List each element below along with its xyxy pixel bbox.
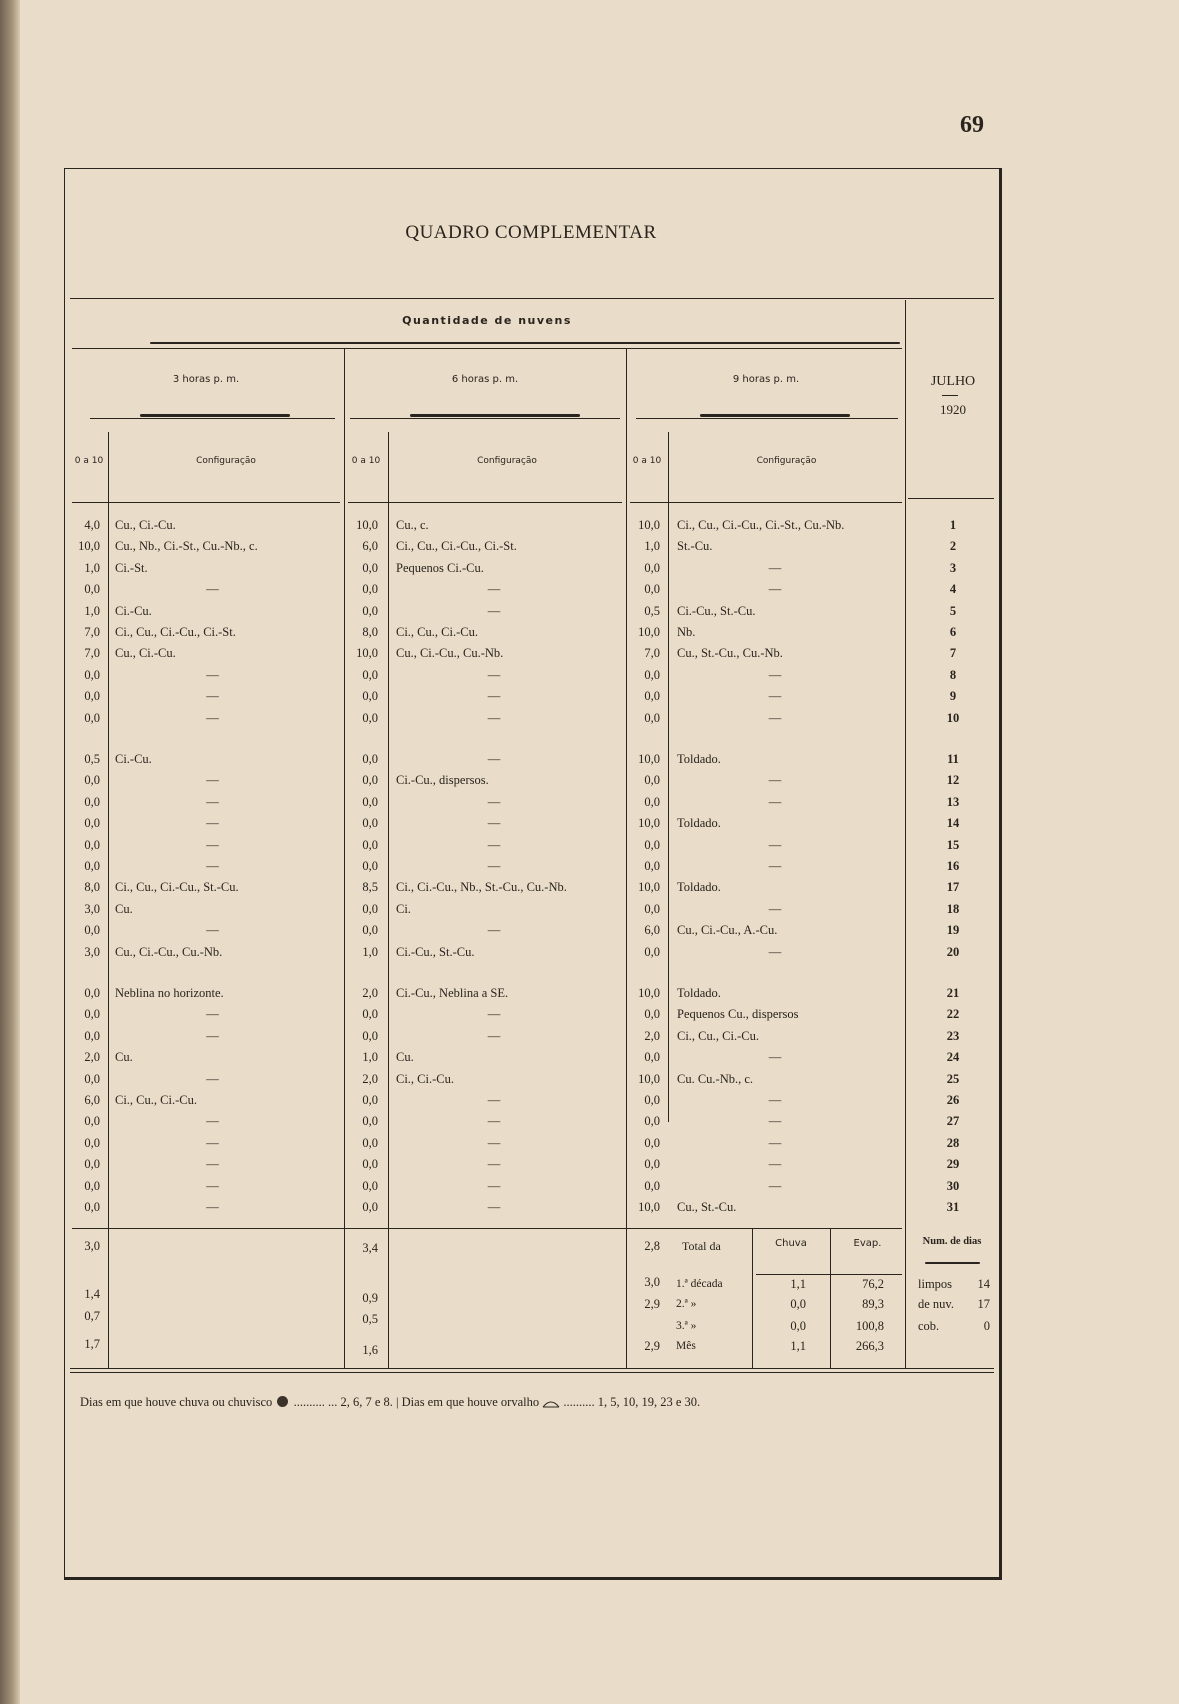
page-binding-edge bbox=[0, 0, 20, 1704]
cloud-config-9pm: Toldado. bbox=[677, 986, 721, 1000]
month-label: JULHO bbox=[930, 374, 976, 389]
decade-2-6pm: 0,5 bbox=[362, 1312, 378, 1326]
cloud-amount-3pm: 7,0 bbox=[84, 646, 100, 661]
day-number: 21 bbox=[946, 986, 960, 1000]
cloud-amount-3pm: 1,0 bbox=[84, 560, 100, 575]
day-number: 17 bbox=[946, 880, 960, 895]
cloud-config-9pm: — bbox=[768, 1050, 782, 1065]
cloud-config-3pm: — bbox=[206, 773, 219, 788]
cloud-config-9pm: — bbox=[768, 582, 782, 597]
cloud-amount-6pm: 8,0 bbox=[362, 625, 378, 639]
title-rule bbox=[70, 298, 994, 299]
cloud-amount-3pm: 0,0 bbox=[84, 1157, 100, 1172]
rain-symbol-icon bbox=[277, 1396, 288, 1407]
cloud-amount-6pm: 10,0 bbox=[356, 518, 378, 532]
cloud-config-9pm: — bbox=[768, 837, 782, 852]
totals-col-rain: Chuva bbox=[775, 1238, 807, 1249]
footer-dew-leader: .......... bbox=[563, 1395, 595, 1409]
footer-dew-label: Dias em que houve orvalho bbox=[401, 1395, 540, 1409]
cloud-amount-9pm: 10,0 bbox=[638, 518, 660, 532]
cloud-amount-6pm: 0,0 bbox=[362, 859, 378, 873]
cloud-amount-6pm: 10,0 bbox=[356, 646, 378, 661]
cloud-config-3pm: — bbox=[206, 667, 219, 682]
cloud-amount-9pm: 0,0 bbox=[644, 710, 660, 725]
totals-row-label: 3.ª » bbox=[676, 1320, 697, 1332]
col-scale-6pm: 0 a 10 bbox=[351, 456, 381, 466]
cloud-amount-6pm: 0,0 bbox=[362, 794, 378, 809]
cloud-config-9pm: — bbox=[768, 1135, 782, 1150]
cloud-config-3pm: Ci., Cu., Ci.-Cu. bbox=[115, 1093, 197, 1107]
cloud-config-3pm: Cu., Ci.-Cu. bbox=[115, 646, 176, 661]
decade-1-3pm: 1,4 bbox=[84, 1287, 100, 1301]
header-underline-3 bbox=[630, 502, 902, 503]
month-mean-6pm: 1,6 bbox=[362, 1343, 378, 1357]
cloud-config-6pm: — bbox=[487, 923, 501, 938]
day-number: 2 bbox=[949, 539, 957, 554]
cloud-config-3pm: Cu., Ci.-Cu. bbox=[115, 518, 176, 532]
day-number: 12 bbox=[946, 773, 960, 788]
cloud-config-6pm: — bbox=[487, 1007, 501, 1022]
cloud-amount-9pm: 10,0 bbox=[638, 816, 660, 831]
cloud-config-3pm: Ci., Cu., Ci.-Cu., St.-Cu. bbox=[115, 880, 239, 895]
cloud-amount-3pm: 0,0 bbox=[84, 1200, 100, 1214]
decade-2-3pm: 0,7 bbox=[84, 1309, 100, 1323]
days-count-value: 17 bbox=[977, 1297, 990, 1311]
cloud-config-9pm: Ci.-Cu., St.-Cu. bbox=[677, 603, 756, 618]
page-number: 69 bbox=[960, 112, 984, 138]
totals-header: Total da bbox=[682, 1239, 721, 1253]
col-config-6pm: Configuração bbox=[477, 456, 537, 466]
footer-rain-leader: .......... bbox=[293, 1395, 325, 1409]
cloud-amount-9pm: 0,0 bbox=[644, 901, 660, 916]
cloud-config-9pm: Cu., St.-Cu. bbox=[677, 1200, 737, 1214]
cloud-config-6pm: Ci.-Cu., St.-Cu. bbox=[396, 944, 475, 959]
cloud-amount-3pm: 3,0 bbox=[84, 901, 100, 916]
cloud-config-3pm: — bbox=[206, 1007, 219, 1022]
cloud-amount-3pm: 10,0 bbox=[78, 539, 100, 554]
cloud-config-6pm: — bbox=[487, 859, 501, 873]
footer-rule-inner bbox=[70, 1368, 994, 1369]
cloud-config-6pm: — bbox=[487, 752, 501, 766]
cloud-config-3pm: — bbox=[206, 1071, 219, 1086]
cloud-amount-9pm: 1,0 bbox=[644, 539, 660, 554]
cloud-config-3pm: — bbox=[206, 710, 219, 725]
cloud-config-6pm: Cu. bbox=[396, 1050, 414, 1065]
period-3pm-label: 3 horas p. m. bbox=[172, 374, 240, 385]
cloud-config-3pm: — bbox=[206, 859, 219, 873]
cloud-config-3pm: — bbox=[206, 1028, 219, 1043]
totals-row-rain: 0,0 bbox=[790, 1319, 806, 1333]
cloud-amount-3pm: 0,0 bbox=[84, 582, 100, 597]
period-rule-3 bbox=[636, 418, 898, 419]
cloud-amount-9pm: 0,0 bbox=[644, 1050, 660, 1065]
footer-rain-label: Dias em que houve chuva ou chuvisco bbox=[80, 1395, 273, 1409]
month-underline bbox=[942, 395, 958, 396]
cloud-config-3pm: — bbox=[206, 1114, 219, 1129]
cloud-amount-6pm: 0,0 bbox=[362, 582, 378, 597]
cloud-config-9pm: — bbox=[768, 1157, 782, 1172]
mean-6pm: 3,4 bbox=[362, 1241, 378, 1255]
day-number: 10 bbox=[946, 710, 960, 725]
cloud-config-6pm: — bbox=[487, 1157, 501, 1172]
cloud-amount-9pm: 0,0 bbox=[644, 859, 660, 873]
cloud-amount-9pm: 10,0 bbox=[638, 752, 660, 766]
totals-col-evap: Evap. bbox=[853, 1238, 882, 1249]
period-swash-2 bbox=[410, 414, 580, 417]
cloud-config-3pm: Ci., Cu., Ci.-Cu., Ci.-St. bbox=[115, 625, 236, 639]
cloud-amount-9pm: 10,0 bbox=[638, 625, 660, 639]
cloud-amount-3pm: 0,0 bbox=[84, 667, 100, 682]
cloud-amount-6pm: 0,0 bbox=[362, 923, 378, 938]
footer-dew-days: 1, 5, 10, 19, 23 e 30. bbox=[597, 1395, 701, 1409]
table-title: QUADRO COMPLEMENTAR bbox=[405, 222, 657, 243]
cloud-config-6pm: Ci.-Cu., dispersos. bbox=[396, 773, 489, 788]
cloud-config-6pm: — bbox=[487, 816, 501, 831]
header-underline-1 bbox=[72, 502, 340, 503]
day-number: 26 bbox=[946, 1093, 960, 1107]
cloud-config-3pm: Cu. bbox=[115, 901, 133, 916]
cloud-amount-3pm: 0,0 bbox=[84, 1071, 100, 1086]
cloud-config-3pm: — bbox=[206, 1157, 219, 1172]
cloud-amount-6pm: 0,0 bbox=[362, 603, 378, 618]
cloud-amount-9pm: 0,0 bbox=[644, 1093, 660, 1107]
cloud-config-6pm: — bbox=[487, 1200, 501, 1214]
cloud-amount-6pm: 0,0 bbox=[362, 1135, 378, 1150]
cloud-amount-9pm: 0,0 bbox=[644, 1178, 660, 1193]
days-count-value: 14 bbox=[977, 1277, 990, 1291]
cloud-amount-9pm: 0,0 bbox=[644, 773, 660, 788]
days-count-header: Num. de dias bbox=[922, 1236, 982, 1247]
cloud-amount-6pm: 2,0 bbox=[362, 1071, 378, 1086]
cloud-amount-9pm: 0,0 bbox=[644, 667, 660, 682]
cloud-amount-3pm: 6,0 bbox=[84, 1093, 100, 1107]
cloud-amount-9pm: 0,0 bbox=[644, 582, 660, 597]
totals-row-evap: 266,3 bbox=[855, 1339, 884, 1353]
days-count-swash bbox=[925, 1262, 980, 1264]
day-number: 8 bbox=[949, 667, 957, 682]
day-number: 16 bbox=[946, 859, 960, 873]
day-number: 9 bbox=[949, 689, 957, 704]
decade-1-9pm: 3,0 bbox=[644, 1275, 660, 1289]
cloud-amount-9pm: 0,5 bbox=[644, 603, 660, 618]
period-rule-2 bbox=[350, 418, 620, 419]
header-underline-2 bbox=[348, 502, 622, 503]
cloud-config-9pm: — bbox=[768, 1114, 782, 1129]
totals-header-rule bbox=[756, 1274, 902, 1275]
day-number: 25 bbox=[946, 1071, 960, 1086]
cloud-config-6pm: — bbox=[487, 1093, 501, 1107]
cloud-amount-3pm: 0,0 bbox=[84, 859, 100, 873]
day-number: 23 bbox=[946, 1028, 960, 1043]
col-scale-3pm: 0 a 10 bbox=[74, 456, 104, 466]
cloud-amount-9pm: 0,0 bbox=[644, 1114, 660, 1129]
day-number: 1 bbox=[949, 518, 957, 532]
day-number: 14 bbox=[946, 816, 960, 831]
cloud-amount-3pm: 4,0 bbox=[84, 518, 100, 532]
cloud-amount-6pm: 0,0 bbox=[362, 1200, 378, 1214]
cloud-config-3pm: — bbox=[206, 1178, 219, 1193]
cloud-config-6pm: — bbox=[487, 603, 501, 618]
cloud-config-6pm: Cu., Ci.-Cu., Cu.-Nb. bbox=[396, 646, 504, 661]
cloud-amount-9pm: 0,0 bbox=[644, 837, 660, 852]
cloud-amount-3pm: 8,0 bbox=[84, 880, 100, 895]
cloud-config-9pm: Nb. bbox=[677, 625, 696, 639]
cloud-amount-6pm: 0,0 bbox=[362, 689, 378, 704]
decade-1-6pm: 0,9 bbox=[362, 1291, 378, 1305]
cloud-config-9pm: St.-Cu. bbox=[677, 539, 713, 554]
footer-rain-days: ... 2, 6, 7 e 8. bbox=[327, 1395, 393, 1409]
cloud-config-3pm: Ci.-Cu. bbox=[115, 752, 152, 766]
cloud-amount-3pm: 7,0 bbox=[84, 625, 100, 639]
day-number: 27 bbox=[946, 1114, 960, 1129]
cloud-config-6pm: — bbox=[487, 1114, 501, 1129]
cloud-config-9pm: — bbox=[768, 773, 782, 788]
cloud-amount-6pm: 0,0 bbox=[362, 1007, 378, 1022]
cloud-config-3pm: Ci.-St. bbox=[115, 560, 148, 575]
day-number: 31 bbox=[946, 1200, 960, 1214]
cloud-config-3pm: — bbox=[206, 923, 219, 938]
cloud-config-6pm: Ci., Ci.-Cu., Nb., St.-Cu., Cu.-Nb. bbox=[396, 880, 567, 895]
cloud-config-6pm: — bbox=[487, 582, 501, 597]
cloud-config-9pm: Cu., St.-Cu., Cu.-Nb. bbox=[677, 646, 783, 661]
cloud-config-6pm: Ci.-Cu., Neblina a SE. bbox=[396, 986, 509, 1000]
dew-symbol-icon bbox=[542, 1398, 560, 1408]
period-9pm-label: 9 horas p. m. bbox=[732, 374, 800, 385]
day-number: 6 bbox=[949, 625, 957, 639]
cloud-amount-6pm: 0,0 bbox=[362, 560, 378, 575]
cloud-config-9pm: — bbox=[768, 710, 782, 725]
totals-row-rain: 1,1 bbox=[790, 1339, 806, 1353]
cloud-amount-6pm: 1,0 bbox=[362, 1050, 378, 1065]
cloud-config-3pm: — bbox=[206, 816, 219, 831]
day-number: 29 bbox=[946, 1157, 960, 1172]
month-column-divider bbox=[905, 300, 906, 1368]
period-swash-3 bbox=[700, 414, 850, 417]
cloud-config-3pm: Ci.-Cu. bbox=[115, 603, 152, 618]
cloud-amount-6pm: 2,0 bbox=[362, 986, 378, 1000]
cloud-amount-3pm: 0,0 bbox=[84, 1028, 100, 1043]
cloud-config-3pm: — bbox=[206, 794, 219, 809]
day-number: 28 bbox=[946, 1135, 960, 1150]
cloud-amount-6pm: 0,0 bbox=[362, 901, 378, 916]
config-divider-3 bbox=[668, 432, 669, 1122]
cloud-amount-9pm: 6,0 bbox=[644, 923, 660, 938]
cloud-amount-6pm: 0,0 bbox=[362, 773, 378, 788]
cloud-amount-3pm: 2,0 bbox=[84, 1050, 100, 1065]
day-number: 24 bbox=[946, 1050, 960, 1065]
mean-9pm: 2,8 bbox=[644, 1239, 660, 1253]
cloud-amount-6pm: 0,0 bbox=[362, 816, 378, 831]
day-number: 4 bbox=[949, 582, 957, 597]
cloud-amount-3pm: 0,0 bbox=[84, 710, 100, 725]
cloud-amount-3pm: 0,0 bbox=[84, 794, 100, 809]
cloud-config-9pm: Toldado. bbox=[677, 752, 721, 766]
month-mean-9pm: 2,9 bbox=[644, 1339, 660, 1353]
cloud-amount-6pm: 6,0 bbox=[362, 539, 378, 554]
footer-rule bbox=[70, 1372, 994, 1373]
cloud-config-9pm: Cu. Cu.-Nb., c. bbox=[677, 1071, 754, 1086]
totals-row-evap: 89,3 bbox=[862, 1297, 884, 1311]
cloud-config-9pm: Toldado. bbox=[677, 880, 721, 895]
cloud-config-3pm: — bbox=[206, 1200, 219, 1214]
cloud-config-9pm: Toldado. bbox=[677, 816, 721, 831]
header-underline-4 bbox=[908, 498, 994, 499]
cloud-amount-6pm: 0,0 bbox=[362, 837, 378, 852]
cloud-config-9pm: — bbox=[768, 859, 782, 873]
footer-note bbox=[80, 1395, 700, 1410]
cloud-config-6pm: Pequenos Ci.-Cu. bbox=[396, 560, 484, 575]
days-count-value: 0 bbox=[983, 1319, 990, 1333]
cloud-config-3pm: — bbox=[206, 1135, 219, 1150]
cloud-amount-9pm: 0,0 bbox=[644, 560, 660, 575]
cloud-config-6pm: Cu., c. bbox=[396, 518, 429, 532]
cloud-amount-9pm: 10,0 bbox=[638, 1200, 660, 1214]
cloud-amount-3pm: 1,0 bbox=[84, 603, 100, 618]
cloud-amount-3pm: 0,0 bbox=[84, 1178, 100, 1193]
cloud-amount-6pm: 8,5 bbox=[362, 880, 378, 895]
cloud-amount-3pm: 0,0 bbox=[84, 689, 100, 704]
cloud-config-9pm: — bbox=[768, 560, 782, 575]
cloud-config-6pm: — bbox=[487, 794, 501, 809]
totals-row-evap: 76,2 bbox=[862, 1277, 884, 1291]
cloud-amount-6pm: 0,0 bbox=[362, 667, 378, 682]
cloud-amount-6pm: 0,0 bbox=[362, 1093, 378, 1107]
cloud-amount-3pm: 0,0 bbox=[84, 986, 100, 1000]
cloud-amount-9pm: 0,0 bbox=[644, 1157, 660, 1172]
mean-3pm: 3,0 bbox=[84, 1239, 100, 1253]
cloud-config-3pm: Cu., Nb., Ci.-St., Cu.-Nb., c. bbox=[115, 539, 258, 554]
cloud-config-9pm: Pequenos Cu., dispersos bbox=[677, 1007, 799, 1022]
cloud-amount-6pm: 0,0 bbox=[362, 1157, 378, 1172]
day-number: 22 bbox=[946, 1007, 960, 1022]
period-swash-1 bbox=[140, 414, 290, 417]
cloud-config-6pm: — bbox=[487, 689, 501, 704]
year-label: 1920 bbox=[940, 402, 966, 417]
month-mean-3pm: 1,7 bbox=[84, 1337, 100, 1351]
section-swash-left bbox=[150, 342, 570, 344]
section-header: Quantidade de nuvens bbox=[402, 314, 572, 327]
cloud-amount-9pm: 0,0 bbox=[644, 944, 660, 959]
cloud-config-6pm: — bbox=[487, 1028, 501, 1043]
cloud-amount-9pm: 0,0 bbox=[644, 794, 660, 809]
cloud-config-6pm: — bbox=[487, 1135, 501, 1150]
cloud-config-6pm: Ci., Cu., Ci.-Cu. bbox=[396, 625, 478, 639]
cloud-config-9pm: — bbox=[768, 689, 782, 704]
period-rule-1 bbox=[90, 418, 335, 419]
col-scale-9pm: 0 a 10 bbox=[632, 456, 662, 466]
days-count-label: cob. bbox=[918, 1319, 940, 1333]
decade-2-9pm: 2,9 bbox=[644, 1297, 660, 1311]
totals-row-label: Mês bbox=[676, 1340, 696, 1352]
cloud-amount-3pm: 0,0 bbox=[84, 773, 100, 788]
cloud-config-6pm: Ci., Cu., Ci.-Cu., Ci.-St. bbox=[396, 539, 517, 554]
totals-row-rain: 0,0 bbox=[790, 1297, 806, 1311]
cloud-amount-6pm: 0,0 bbox=[362, 1114, 378, 1129]
cloud-config-9pm: — bbox=[768, 794, 782, 809]
day-number: 11 bbox=[947, 752, 959, 766]
totals-row-label: 2.ª » bbox=[676, 1298, 697, 1310]
cloud-config-9pm: Ci., Cu., Ci.-Cu., Ci.-St., Cu.-Nb. bbox=[677, 518, 845, 532]
cloud-amount-6pm: 0,0 bbox=[362, 1178, 378, 1193]
totals-row-evap: 100,8 bbox=[855, 1319, 884, 1333]
cloud-config-6pm: Ci., Ci.-Cu. bbox=[396, 1071, 454, 1086]
cloud-amount-6pm: 0,0 bbox=[362, 1028, 378, 1043]
cloud-amount-9pm: 10,0 bbox=[638, 1071, 660, 1086]
cloud-amount-3pm: 0,5 bbox=[84, 752, 100, 766]
days-count-label: limpos bbox=[918, 1277, 953, 1291]
section-swash-right bbox=[520, 342, 900, 344]
cloud-amount-3pm: 0,0 bbox=[84, 1114, 100, 1129]
day-number: 7 bbox=[949, 646, 957, 661]
cloud-config-9pm: Ci., Cu., Ci.-Cu. bbox=[677, 1028, 759, 1043]
cloud-amount-3pm: 0,0 bbox=[84, 1135, 100, 1150]
cloud-amount-6pm: 1,0 bbox=[362, 944, 378, 959]
section-rule bbox=[72, 348, 902, 349]
cloud-amount-9pm: 10,0 bbox=[638, 880, 660, 895]
cloud-config-3pm: — bbox=[206, 582, 219, 597]
cloud-config-6pm: — bbox=[487, 710, 501, 725]
cloud-amount-3pm: 0,0 bbox=[84, 1007, 100, 1022]
col-config-3pm: Configuração bbox=[196, 456, 256, 466]
cloud-config-9pm: Cu., Ci.-Cu., A.-Cu. bbox=[677, 923, 778, 938]
cloud-config-9pm: — bbox=[768, 1093, 782, 1107]
day-number: 3 bbox=[949, 560, 957, 575]
day-number: 13 bbox=[946, 794, 960, 809]
cloud-amount-9pm: 7,0 bbox=[644, 646, 660, 661]
day-number: 18 bbox=[946, 901, 960, 916]
cloud-config-6pm: — bbox=[487, 837, 501, 852]
cloud-amount-3pm: 0,0 bbox=[84, 923, 100, 938]
period-6pm-label: 6 horas p. m. bbox=[451, 374, 519, 385]
cloud-amount-9pm: 0,0 bbox=[644, 689, 660, 704]
day-number: 19 bbox=[946, 923, 960, 938]
col-config-9pm: Configuração bbox=[756, 456, 817, 466]
cloud-amount-6pm: 0,0 bbox=[362, 752, 378, 766]
cloud-amount-9pm: 0,0 bbox=[644, 1007, 660, 1022]
cloud-amount-9pm: 0,0 bbox=[644, 1135, 660, 1150]
cloud-config-3pm: Neblina no horizonte. bbox=[115, 986, 224, 1000]
days-count-label: de nuv. bbox=[918, 1297, 954, 1311]
cloud-config-9pm: — bbox=[768, 944, 782, 959]
day-number: 30 bbox=[946, 1178, 960, 1193]
cloud-config-6pm: — bbox=[487, 1178, 501, 1193]
summary-rule bbox=[72, 1228, 902, 1229]
cloud-config-3pm: Cu. bbox=[115, 1050, 133, 1065]
footer-separator: | bbox=[396, 1395, 399, 1409]
day-number: 15 bbox=[946, 837, 960, 852]
cloud-config-6pm: — bbox=[487, 667, 501, 682]
cloud-config-3pm: Cu., Ci.-Cu., Cu.-Nb. bbox=[115, 944, 223, 959]
cloud-config-9pm: — bbox=[768, 667, 782, 682]
cloud-config-3pm: — bbox=[206, 689, 219, 704]
cloud-config-9pm: — bbox=[768, 1178, 782, 1193]
cloud-config-3pm: — bbox=[206, 837, 219, 852]
totals-row-rain: 1,1 bbox=[790, 1277, 806, 1291]
cloud-config-9pm: — bbox=[768, 901, 782, 916]
cloud-amount-3pm: 0,0 bbox=[84, 837, 100, 852]
day-number: 20 bbox=[946, 944, 960, 959]
day-number: 5 bbox=[949, 603, 957, 618]
cloud-amount-9pm: 2,0 bbox=[644, 1028, 660, 1043]
cloud-config-6pm: Ci. bbox=[396, 901, 411, 916]
cloud-amount-6pm: 0,0 bbox=[362, 710, 378, 725]
cloud-amount-3pm: 3,0 bbox=[84, 944, 100, 959]
cloud-amount-9pm: 10,0 bbox=[638, 986, 660, 1000]
cloud-amount-3pm: 0,0 bbox=[84, 816, 100, 831]
totals-row-label: 1.ª década bbox=[676, 1278, 723, 1290]
